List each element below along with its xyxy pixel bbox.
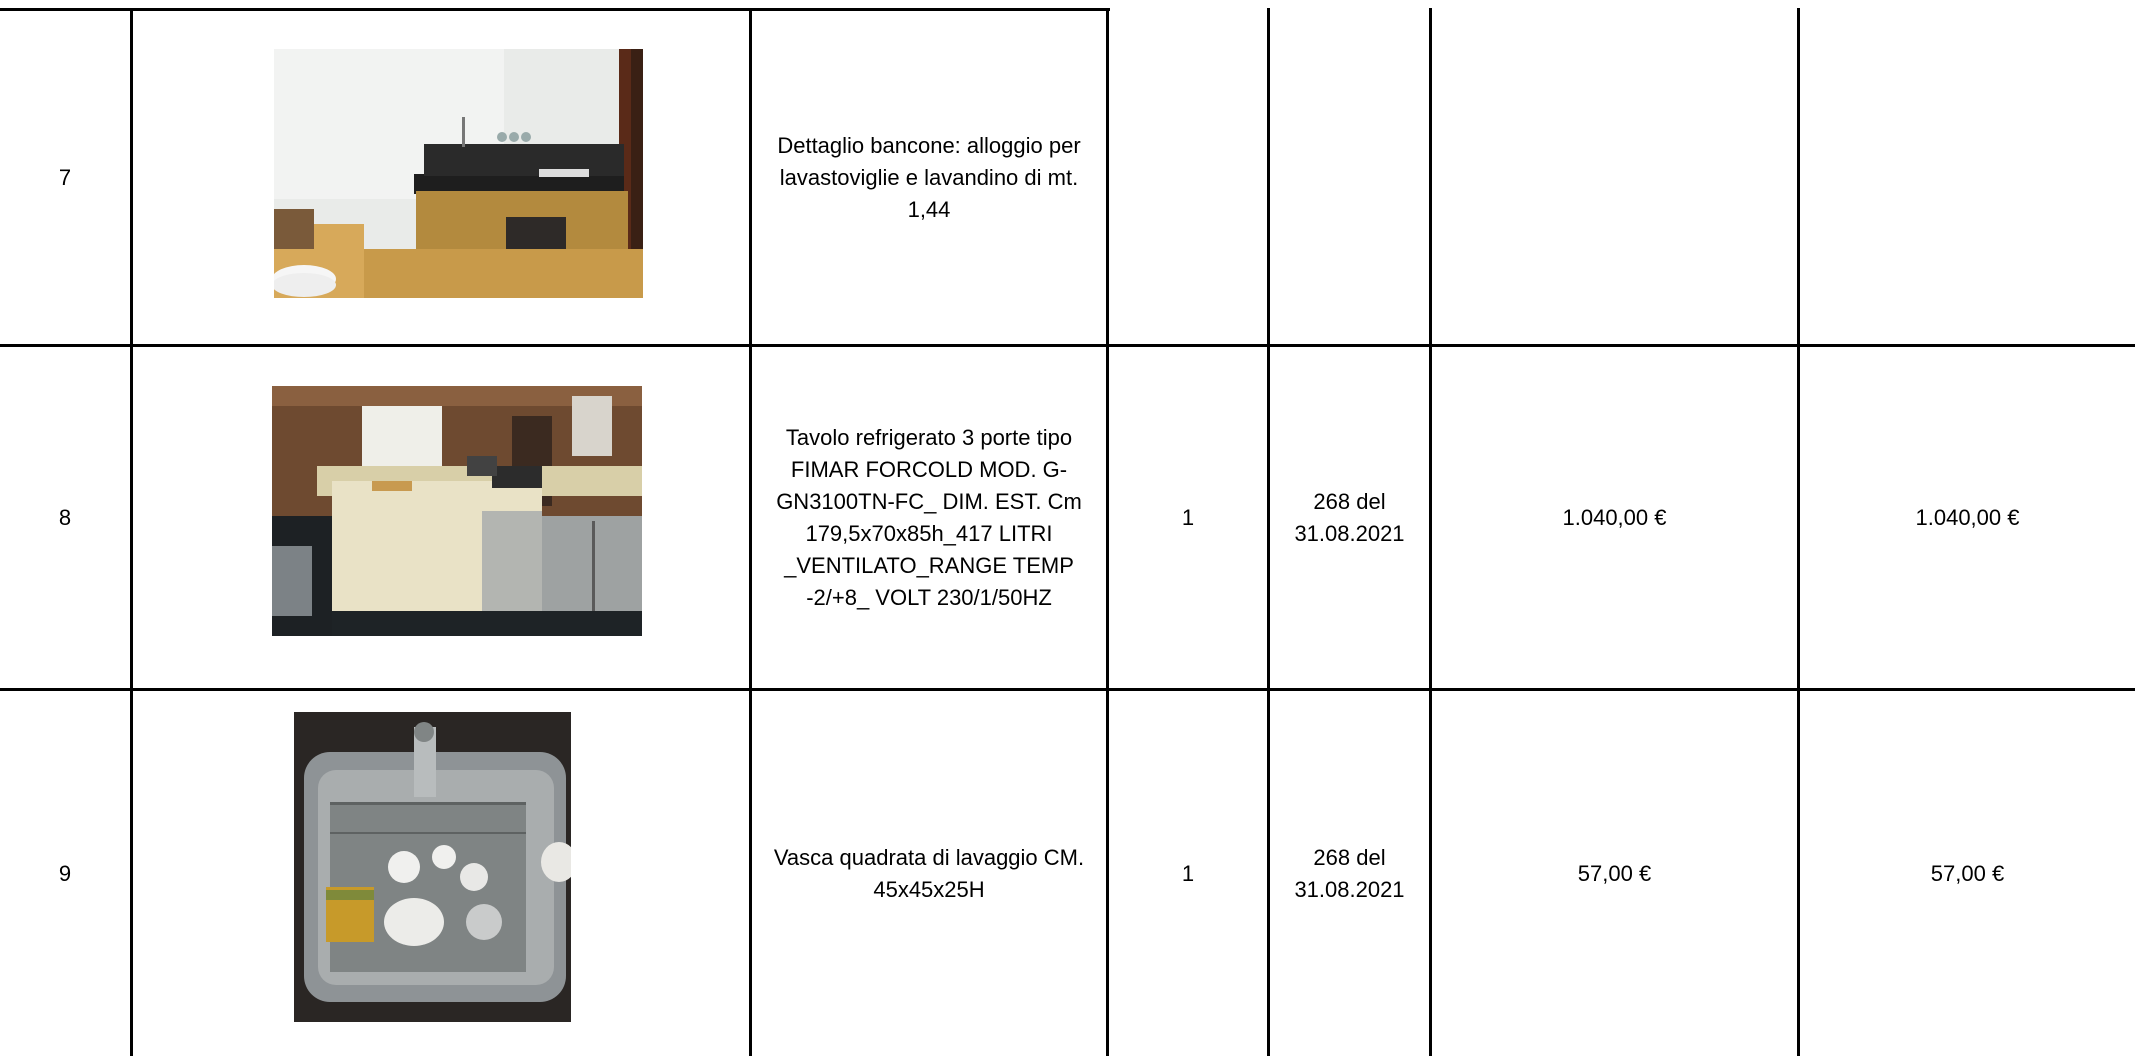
table-row-9-description: Vasca quadrata di lavaggio CM. 45x45x25H [773,844,1085,902]
table-row-8-invoice: 268 del 31.08.2021 [1294,488,1405,546]
table-row-9-total: 57,00 € [1930,860,2005,886]
table-row-8-description: Tavolo refrigerato 3 porte tipo FIMAR FORCOLD MOD. G-GN3100TN-FC_ DIM. EST. Cm 179,5x70x85h_417 LITRI _VENTILATO_RANGE TEMP -2/+8_ VOLT 230/1/50HZ [776,424,1082,610]
table-row-9-quantity: 1 [1181,860,1195,886]
column-divider-1 [130,8,133,1056]
table-row-7-unit-price [1432,11,1797,344]
table-row-8-total: 1.040,00 € [1915,504,2020,530]
washing-basin-photo [294,712,571,1022]
table-row-8-unit-price: 1.040,00 € [1562,504,1667,530]
table-row-7-invoice [1270,11,1429,344]
table-row-7-number: 7 [58,164,72,190]
table-row-7-total [1800,11,2135,344]
counter-detail-photo [274,49,643,298]
table-row-9-number: 9 [58,860,72,886]
table-row-8-quantity: 1 [1181,504,1195,530]
refrigerated-table-photo [272,386,642,636]
table-row-9-invoice: 268 del 31.08.2021 [1294,844,1405,902]
table-row-9-unit-price: 57,00 € [1577,860,1652,886]
table-row-8-number: 8 [58,504,72,530]
table-row-7-description: Dettaglio bancone: alloggio per lavastoviglie e lavandino di mt. 1,44 [777,132,1081,222]
table-row-7-quantity [1109,11,1267,344]
